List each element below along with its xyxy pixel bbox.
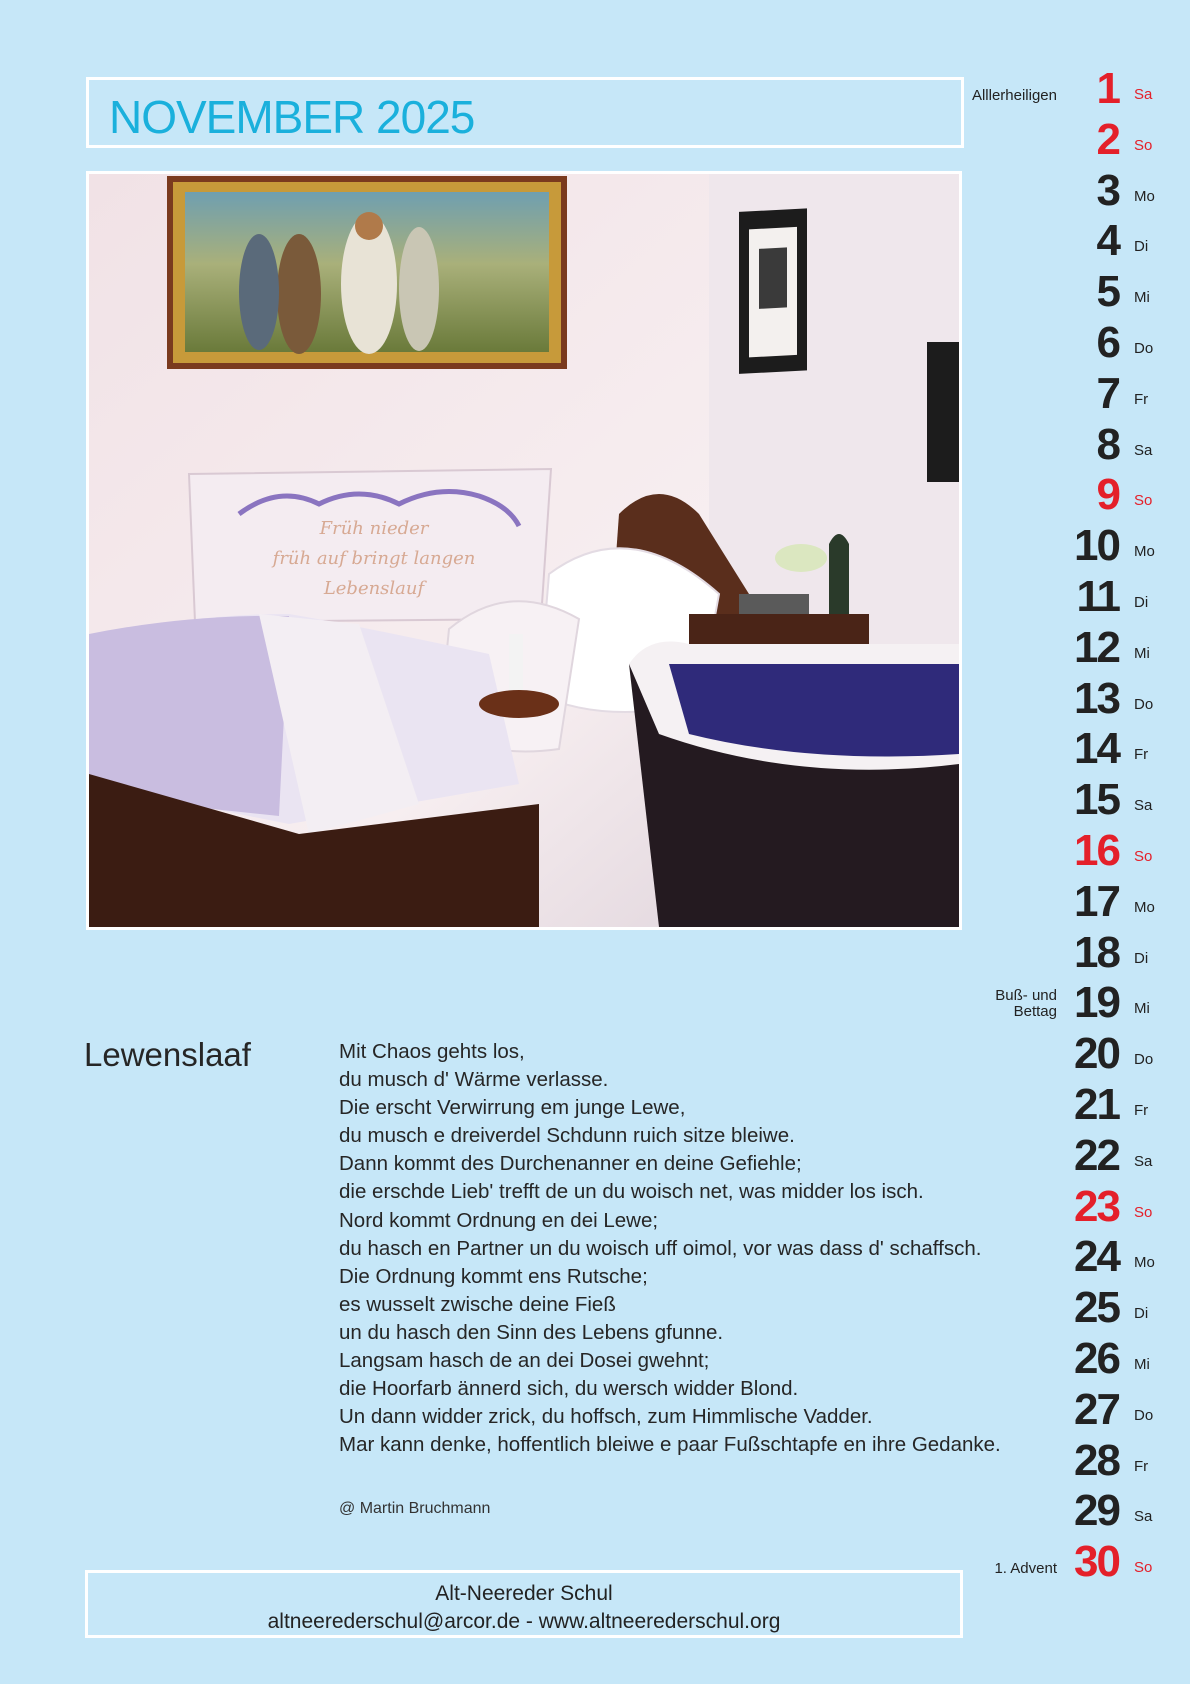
weekday-label: Fr <box>1134 746 1149 764</box>
day-number: 14 <box>1074 724 1119 774</box>
weekday-label: Mo <box>1134 1254 1155 1272</box>
weekday-label: Mi <box>1134 289 1150 307</box>
poem-line: die Hoorfarb ännerd sich, du wersch widder Blond. <box>339 1377 799 1401</box>
weekday-label: Sa <box>1134 86 1153 103</box>
weekday-label: So <box>1134 1559 1153 1577</box>
calendar-day <box>940 877 1180 927</box>
poem-line: un du hasch den Sinn des Lebens gfunne. <box>339 1320 724 1344</box>
calendar-day <box>940 64 1180 114</box>
day-number: 7 <box>1096 368 1119 418</box>
day-number: 8 <box>1096 419 1119 469</box>
calendar-day <box>940 1182 1180 1232</box>
calendar-day <box>940 724 1180 774</box>
day-number: 11 <box>1076 572 1119 621</box>
calendar-day <box>940 1385 1180 1435</box>
day-number: 10 <box>1074 521 1119 571</box>
footer-box <box>85 1570 963 1638</box>
day-number: 25 <box>1074 1283 1119 1333</box>
weekday-label: Do <box>1134 1051 1154 1069</box>
day-number: 5 <box>1096 267 1119 317</box>
calendar-day <box>940 623 1180 673</box>
weekday-label: Di <box>1134 949 1149 967</box>
calendar-day <box>940 1029 1180 1079</box>
embroidered-cloth <box>189 469 551 622</box>
weekday-label: Do <box>1134 340 1154 357</box>
weekday-label: Di <box>1134 238 1149 256</box>
poem-line: die erschde Lieb' trefft de un du woisch net, was midder los isch. <box>339 1180 924 1204</box>
calendar-day <box>940 470 1180 520</box>
embroidery-line-2: früh auf bringt langen <box>272 548 476 569</box>
weekday-label: Do <box>1134 1406 1154 1424</box>
poem-line: Nord kommt Ordnung en dei Lewe; <box>339 1208 659 1232</box>
weekday-label: So <box>1134 492 1153 510</box>
calendar-day <box>940 826 1180 876</box>
calendar-day <box>940 1080 1180 1130</box>
day-number: 3 <box>1096 165 1119 215</box>
calendar-day <box>940 978 1180 1028</box>
weekday-label: Di <box>1134 594 1149 611</box>
poem-line: Mit Chaos gehts los, <box>339 1040 525 1063</box>
day-number: 22 <box>1074 1130 1119 1180</box>
weekday-label: Mi <box>1134 1000 1150 1018</box>
weekday-label: Sa <box>1134 797 1153 815</box>
weekday-label: Sa <box>1134 441 1153 459</box>
day-number: 30 <box>1074 1537 1119 1587</box>
calendar-day <box>940 267 1180 317</box>
calendar-day <box>940 1232 1180 1282</box>
day-number: 2 <box>1096 114 1119 164</box>
day-number: 27 <box>1074 1384 1119 1434</box>
day-number: 26 <box>1074 1334 1119 1383</box>
month-title: NOVEMBER 2025 <box>109 91 475 143</box>
holiday-label: Buß- und Bettag <box>995 987 1057 1021</box>
day-number: 21 <box>1074 1080 1119 1129</box>
day-number: 1 <box>1096 64 1119 113</box>
weekday-label: Fr <box>1134 1102 1149 1119</box>
month-title-box <box>86 77 964 148</box>
day-number: 6 <box>1096 318 1119 367</box>
day-number: 24 <box>1074 1232 1119 1282</box>
weekday-label: Mo <box>1134 187 1155 205</box>
poem-title: Lewenslaaf <box>84 1036 251 1073</box>
calendar-day <box>940 521 1180 571</box>
room-photo <box>86 171 962 930</box>
cradle <box>629 642 959 928</box>
weekday-label: So <box>1134 848 1153 865</box>
calendar-day <box>940 1436 1180 1486</box>
calendar-day <box>940 1537 1180 1587</box>
day-number: 4 <box>1096 216 1119 266</box>
poem-line: Dann kommt des Durchenanner en deine Gefiehle; <box>339 1152 802 1176</box>
day-number: 20 <box>1074 1029 1119 1079</box>
calendar-day <box>940 166 1180 216</box>
poem-line: du musch e dreiverdel Schdunn ruich sitze bleiwe. <box>339 1124 795 1148</box>
embroidery-line-1: Früh nieder <box>319 518 429 539</box>
weekday-label: Fr <box>1134 1457 1149 1475</box>
poem-text <box>339 1038 1001 1459</box>
footer-contact: altneerederschul@arcor.de - www.altneerederschul.org <box>267 1610 781 1633</box>
bedroom-illustration <box>89 174 959 927</box>
weekday-label: Mo <box>1134 898 1155 916</box>
poem-author: @ Martin Bruchmann <box>339 1500 491 1517</box>
weekday-label: So <box>1134 136 1153 154</box>
calendar-day <box>940 674 1180 724</box>
religious-painting <box>167 176 567 369</box>
calendar-day <box>940 928 1180 978</box>
holiday-label: 1. Advent <box>994 1560 1057 1578</box>
poem-line: es wusselt zwische deine Fieß <box>339 1292 616 1316</box>
weekday-label: Di <box>1134 1305 1149 1323</box>
weekday-label: Mo <box>1134 543 1155 561</box>
day-number: 28 <box>1074 1435 1119 1485</box>
poem-line: du hasch en Partner un du woisch uff oimol, vor was dass d' schaffsch. <box>339 1236 982 1260</box>
calendar-day <box>940 1334 1180 1384</box>
footer-organization: Alt-Neereder Schul <box>435 1582 613 1605</box>
holiday-label: Alllerheiligen <box>971 87 1057 104</box>
weekday-label: Sa <box>1134 1508 1153 1526</box>
weekday-label: So <box>1134 1203 1153 1221</box>
weekday-label: Do <box>1134 695 1154 713</box>
calendar-day <box>940 216 1180 266</box>
day-number: 23 <box>1074 1181 1119 1231</box>
calendar-day <box>940 115 1180 165</box>
weekday-label: Mi <box>1134 644 1150 662</box>
poem-line: Langsam hasch de an dei Dosei gwehnt; <box>339 1349 710 1373</box>
calendar-day <box>940 1131 1180 1181</box>
day-number: 12 <box>1074 622 1119 672</box>
day-number: 9 <box>1096 470 1119 520</box>
poem-line: Die Ordnung kommt ens Rutsche; <box>339 1264 648 1288</box>
calendar-day <box>940 318 1180 368</box>
calendar-day <box>940 420 1180 470</box>
calendar-day <box>940 775 1180 825</box>
day-number: 13 <box>1074 673 1119 723</box>
poem-line: Mar kann denke, hoffentlich bleiwe e paar Fußschtapfe en ihre Gedanke. <box>339 1433 1001 1457</box>
weekday-label: Sa <box>1134 1152 1153 1170</box>
day-number: 16 <box>1074 826 1119 875</box>
weekday-label: Fr <box>1134 390 1149 408</box>
calendar-day <box>940 1486 1180 1536</box>
poem-line: du musch d' Wärme verlasse. <box>339 1068 609 1092</box>
day-number: 29 <box>1074 1486 1119 1536</box>
calendar-day <box>940 572 1180 622</box>
calendar-day <box>940 369 1180 419</box>
day-number: 17 <box>1074 876 1119 926</box>
poem-line: Un dann widder zrick, du hoffsch, zum Himmlische Vadder. <box>339 1405 873 1429</box>
embroidery-line-3: Lebenslauf <box>323 578 425 599</box>
calendar-day <box>940 1283 1180 1333</box>
poem-line: Die erscht Verwirrung em junge Lewe, <box>339 1096 686 1120</box>
day-number: 19 <box>1074 978 1119 1028</box>
day-number: 18 <box>1074 927 1119 977</box>
day-number: 15 <box>1074 775 1119 825</box>
weekday-label: Mi <box>1134 1356 1150 1373</box>
